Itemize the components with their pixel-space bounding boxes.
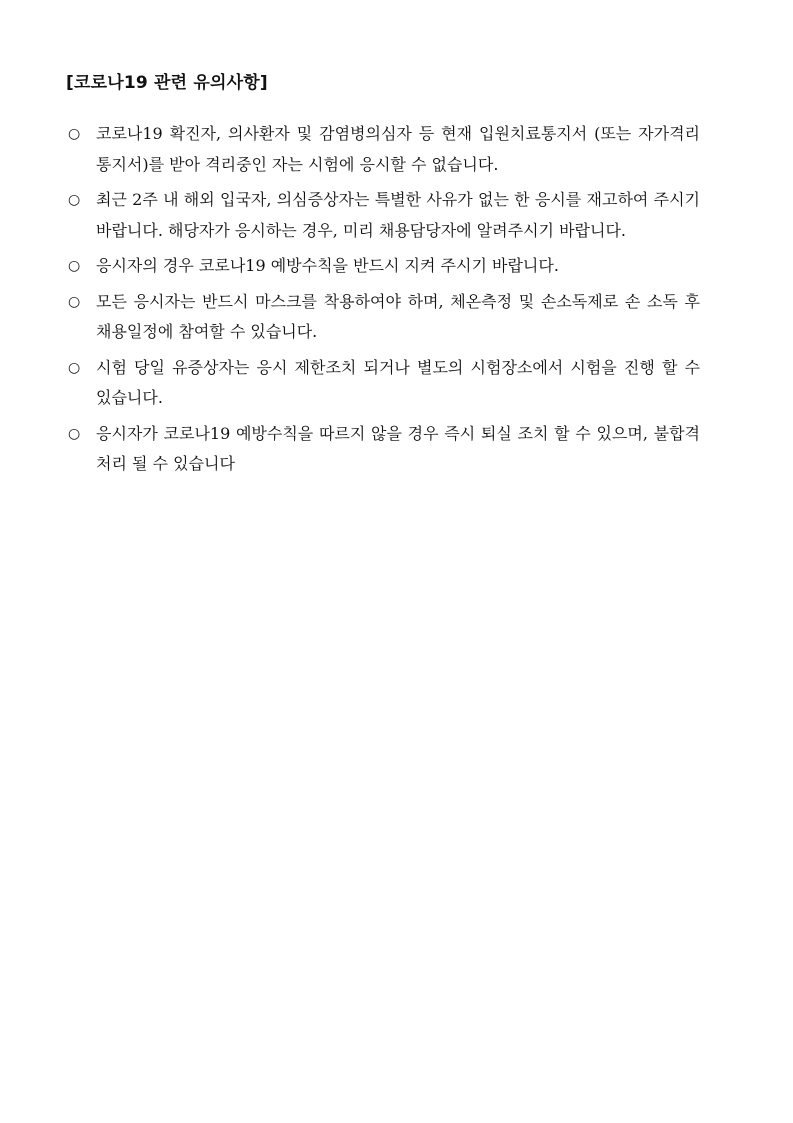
notice-item: [68, 353, 700, 414]
notice-item: [68, 287, 700, 348]
circle-bullet-icon: ○: [68, 425, 81, 442]
notice-item-text: 모든 응시자는 반드시 마스크를 착용하여야 하며, 체온측정 및 손소독제로 손 소독 후 채용일정에 참여할 수 있습니다.: [96, 291, 700, 341]
notice-list: [68, 119, 700, 485]
notice-item-text: 코로나19 확진자, 의사환자 및 감염병의심자 등 현재 입원치료통지서 (또는 자가격리 통지서)를 받아 격리중인 자는 시험에 응시할 수 없습니다.: [96, 124, 700, 174]
notice-item-text: 최근 2주 내 해외 입국자, 의심증상자는 특별한 사유가 없는 한 응시를 재고하여 주시기 바랍니다. 해당자가 응시하는 경우, 미리 채용담당자에 알려주시기 바랍니다.: [96, 190, 700, 240]
circle-bullet-icon: ○: [68, 192, 81, 208]
notice-item: [68, 251, 700, 282]
circle-bullet-icon: ○: [68, 126, 81, 142]
notice-item: [68, 119, 700, 180]
notice-item: [68, 185, 700, 246]
notice-item-text: 시험 당일 유증상자는 응시 제한조치 되거나 별도의 시험장소에서 시험을 진행 할 수 있습니다.: [96, 357, 700, 407]
circle-bullet-icon: ○: [68, 293, 81, 310]
document-heading: [코로나19 관련 유의사항]: [66, 73, 268, 93]
circle-bullet-icon: ○: [68, 258, 81, 274]
circle-bullet-icon: ○: [68, 359, 81, 376]
notice-item: [68, 419, 700, 480]
notice-item-text: 응시자가 코로나19 예방수칙을 따르지 않을 경우 즉시 퇴실 조치 할 수 있으며, 불합격 처리 될 수 있습니다: [96, 423, 700, 473]
notice-item-text: 응시자의 경우 코로나19 예방수칙을 반드시 지켜 주시기 바랍니다.: [96, 256, 559, 275]
